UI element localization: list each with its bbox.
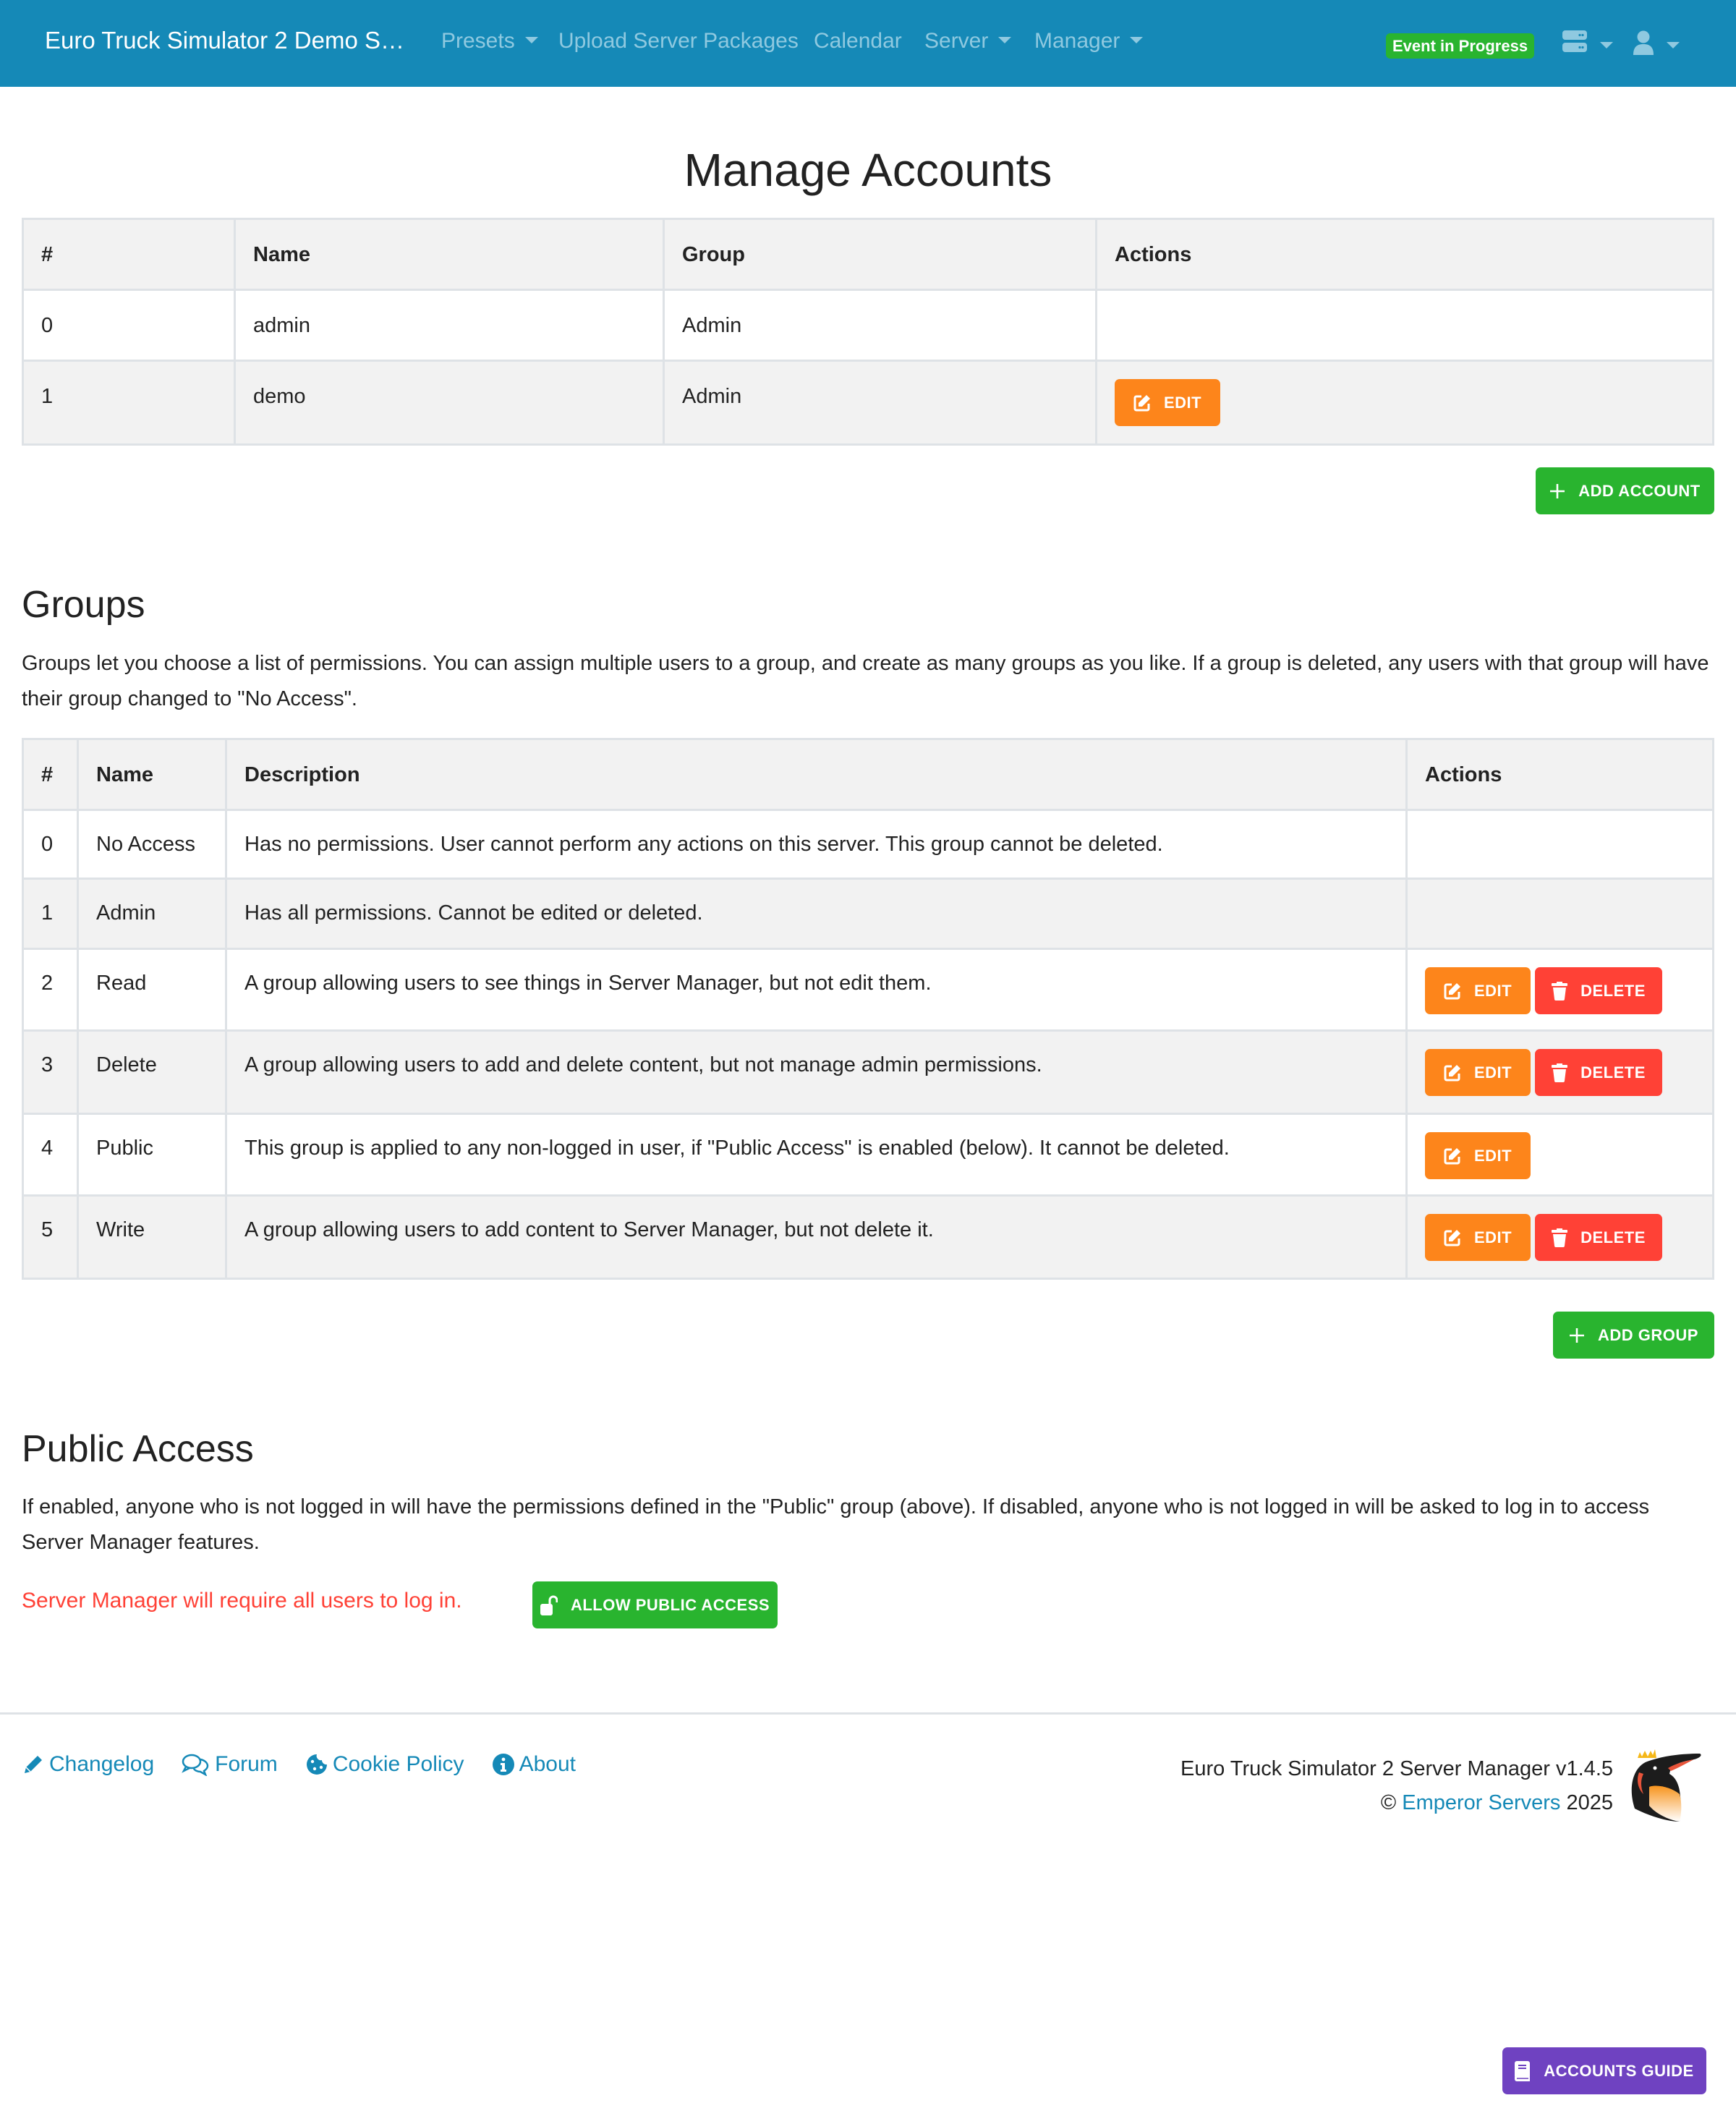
- delete-label: DELETE: [1580, 981, 1646, 1000]
- edit-label: EDIT: [1473, 1228, 1512, 1246]
- edit-label: EDIT: [1473, 1146, 1512, 1165]
- group-actions: [1407, 810, 1714, 879]
- server-menu-toggle[interactable]: [1562, 30, 1613, 56]
- cookie-icon: [305, 1753, 328, 1776]
- footer-link-changelog[interactable]: [22, 1752, 154, 1777]
- group-name: Write: [78, 1196, 226, 1279]
- nav-server-label: Server: [924, 29, 989, 53]
- unlock-icon: [540, 1595, 558, 1615]
- table-row: [23, 290, 1714, 361]
- trash-icon: [1552, 982, 1567, 1001]
- column-header: Description: [226, 739, 1407, 810]
- group-description: This group is applied to any non-logged in user, if "Public Access" is enabled (below). It cannot be deleted.: [226, 1114, 1407, 1196]
- book-icon: [1515, 2061, 1531, 2081]
- page-title: Manage Accounts: [684, 144, 1052, 196]
- edit-group-button[interactable]: [1425, 1049, 1531, 1096]
- column-header: #: [23, 739, 78, 810]
- edit-icon: [1444, 1147, 1461, 1165]
- chevron-down-icon: [1130, 37, 1143, 43]
- account-group: Admin: [664, 361, 1097, 445]
- user-menu-toggle[interactable]: [1633, 30, 1684, 56]
- event-status-badge: Event in Progress: [1386, 33, 1534, 59]
- table-row: [23, 361, 1714, 445]
- nav-presets[interactable]: [441, 29, 538, 54]
- trash-icon: [1552, 1063, 1567, 1082]
- table-row: [23, 810, 1714, 879]
- company-link[interactable]: Emperor Servers: [1402, 1791, 1561, 1814]
- nav-calendar[interactable]: [814, 29, 902, 54]
- forum-label: Forum: [215, 1752, 278, 1776]
- column-header: Name: [78, 739, 226, 810]
- accounts-table: [22, 218, 1714, 446]
- group-name: Admin: [78, 879, 226, 949]
- delete-group-button[interactable]: [1535, 1049, 1662, 1096]
- group-description: Has no permissions. User cannot perform any actions on this server. This group cannot be deleted.: [226, 810, 1407, 879]
- server-icon: [1562, 30, 1587, 52]
- group-name: No Access: [78, 810, 226, 879]
- chevron-down-icon: [998, 37, 1011, 43]
- accounts-guide-label: ACCOUNTS GUIDE: [1544, 2061, 1694, 2080]
- column-header: Name: [235, 219, 664, 290]
- group-description: A group allowing users to add content to Server Manager, but not delete it.: [226, 1196, 1407, 1279]
- group-actions: [1407, 1114, 1714, 1196]
- chevron-down-icon: [525, 37, 538, 43]
- public-access-heading: Public Access: [22, 1428, 254, 1470]
- footer-links: [22, 1752, 603, 1777]
- trash-icon: [1552, 1228, 1567, 1247]
- table-row: [23, 1114, 1714, 1196]
- edit-group-button[interactable]: [1425, 967, 1531, 1014]
- group-description: Has all permissions. Cannot be edited or deleted.: [226, 879, 1407, 949]
- delete-label: DELETE: [1580, 1063, 1646, 1082]
- edit-account-button[interactable]: [1115, 379, 1220, 426]
- column-header: Group: [664, 219, 1097, 290]
- add-group-label: ADD GROUP: [1598, 1325, 1698, 1344]
- account-id: 1: [23, 361, 235, 445]
- allow-public-access-label: ALLOW PUBLIC ACCESS: [570, 1595, 770, 1614]
- chevron-down-icon: [1600, 42, 1613, 48]
- groups-heading: Groups: [22, 584, 145, 626]
- group-id: 4: [23, 1114, 78, 1196]
- nav-manager[interactable]: [1034, 29, 1143, 54]
- add-account-button[interactable]: [1536, 467, 1714, 514]
- group-id: 3: [23, 1031, 78, 1114]
- cookie-policy-label: Cookie Policy: [332, 1752, 464, 1776]
- chevron-down-icon: [1667, 42, 1680, 48]
- edit-label: EDIT: [1473, 981, 1512, 1000]
- group-name: Read: [78, 949, 226, 1031]
- user-icon: [1633, 30, 1654, 55]
- about-label: About: [519, 1752, 576, 1776]
- add-account-label: ADD ACCOUNT: [1578, 481, 1701, 500]
- group-actions: [1407, 1196, 1714, 1279]
- column-header: #: [23, 219, 235, 290]
- nav-server[interactable]: [924, 29, 1011, 54]
- group-id: 0: [23, 810, 78, 879]
- nav-upload-label: Upload Server Packages: [558, 29, 799, 53]
- table-row: [23, 1196, 1714, 1279]
- nav-presets-label: Presets: [441, 29, 515, 53]
- group-name: Public: [78, 1114, 226, 1196]
- delete-group-button[interactable]: [1535, 967, 1662, 1014]
- allow-public-access-button[interactable]: [532, 1581, 778, 1628]
- delete-label: DELETE: [1580, 1228, 1646, 1246]
- brand-title[interactable]: Euro Truck Simulator 2 Demo S…: [45, 27, 404, 54]
- groups-table: [22, 738, 1714, 1280]
- edit-icon: [1444, 1064, 1461, 1082]
- delete-group-button[interactable]: [1535, 1214, 1662, 1261]
- copyright: [1180, 1786, 1613, 1820]
- plus-icon: [1549, 483, 1565, 499]
- group-actions: [1407, 879, 1714, 949]
- footer-link-cookie-policy[interactable]: [305, 1752, 464, 1777]
- footer-link-forum[interactable]: [182, 1752, 278, 1777]
- edit-group-button[interactable]: [1425, 1132, 1531, 1179]
- group-actions: [1407, 1031, 1714, 1114]
- footer-meta: [1180, 1752, 1613, 1820]
- pencil-icon: [22, 1753, 45, 1776]
- account-group: Admin: [664, 290, 1097, 361]
- nav-calendar-label: Calendar: [814, 29, 902, 53]
- nav-upload-server-packages[interactable]: [558, 29, 799, 54]
- add-group-button[interactable]: [1553, 1312, 1714, 1359]
- public-access-description: If enabled, anyone who is not logged in will have the permissions defined in the "Public" group (above). If disabled, anyone who is not logged in will be asked to log in to access Server Manager features.: [22, 1495, 1650, 1554]
- groups-table-body: [23, 810, 1714, 1279]
- accounts-guide-button[interactable]: [1502, 2047, 1706, 2094]
- top-navbar: [0, 0, 1736, 87]
- changelog-label: Changelog: [49, 1752, 155, 1776]
- edit-group-button[interactable]: [1425, 1214, 1531, 1261]
- public-access-status: Server Manager will require all users to log in.: [22, 1589, 462, 1613]
- column-header: Actions: [1097, 219, 1714, 290]
- account-id: 0: [23, 290, 235, 361]
- nav-manager-label: Manager: [1034, 29, 1120, 53]
- edit-icon: [1444, 982, 1461, 1000]
- edit-icon: [1133, 394, 1151, 412]
- table-row: [23, 949, 1714, 1031]
- group-actions: [1407, 949, 1714, 1031]
- column-header: Actions: [1407, 739, 1714, 810]
- edit-icon: [1444, 1229, 1461, 1246]
- account-actions: [1097, 361, 1714, 445]
- groups-description: Groups let you choose a list of permissions. You can assign multiple users to a group, and create as many groups as you like. If a group is deleted, any users with that group will have their group changed to "No Access".: [22, 652, 1709, 710]
- emperor-penguin-logo: [1628, 1743, 1714, 1823]
- edit-label: EDIT: [1163, 393, 1202, 412]
- info-icon: [492, 1753, 515, 1776]
- table-row: [23, 1031, 1714, 1114]
- account-actions: [1097, 290, 1714, 361]
- group-id: 1: [23, 879, 78, 949]
- group-id: 2: [23, 949, 78, 1031]
- groups-table-header: [23, 739, 1714, 810]
- product-version: Euro Truck Simulator 2 Server Manager v1.4.5: [1180, 1757, 1613, 1780]
- group-description: A group allowing users to see things in Server Manager, but not edit them.: [226, 949, 1407, 1031]
- copyright-year: 2025: [1566, 1791, 1613, 1814]
- footer-divider: [0, 1712, 1736, 1715]
- copyright-symbol: ©: [1380, 1791, 1397, 1814]
- group-description: A group allowing users to add and delete content, but not manage admin permissions.: [226, 1031, 1407, 1114]
- accounts-table-header: [23, 219, 1714, 290]
- footer-link-about[interactable]: [492, 1752, 576, 1777]
- comments-icon: [182, 1753, 210, 1776]
- table-row: [23, 879, 1714, 949]
- account-name: admin: [235, 290, 664, 361]
- group-id: 5: [23, 1196, 78, 1279]
- group-name: Delete: [78, 1031, 226, 1114]
- edit-label: EDIT: [1473, 1063, 1512, 1082]
- account-name: demo: [235, 361, 664, 445]
- plus-icon: [1569, 1328, 1585, 1343]
